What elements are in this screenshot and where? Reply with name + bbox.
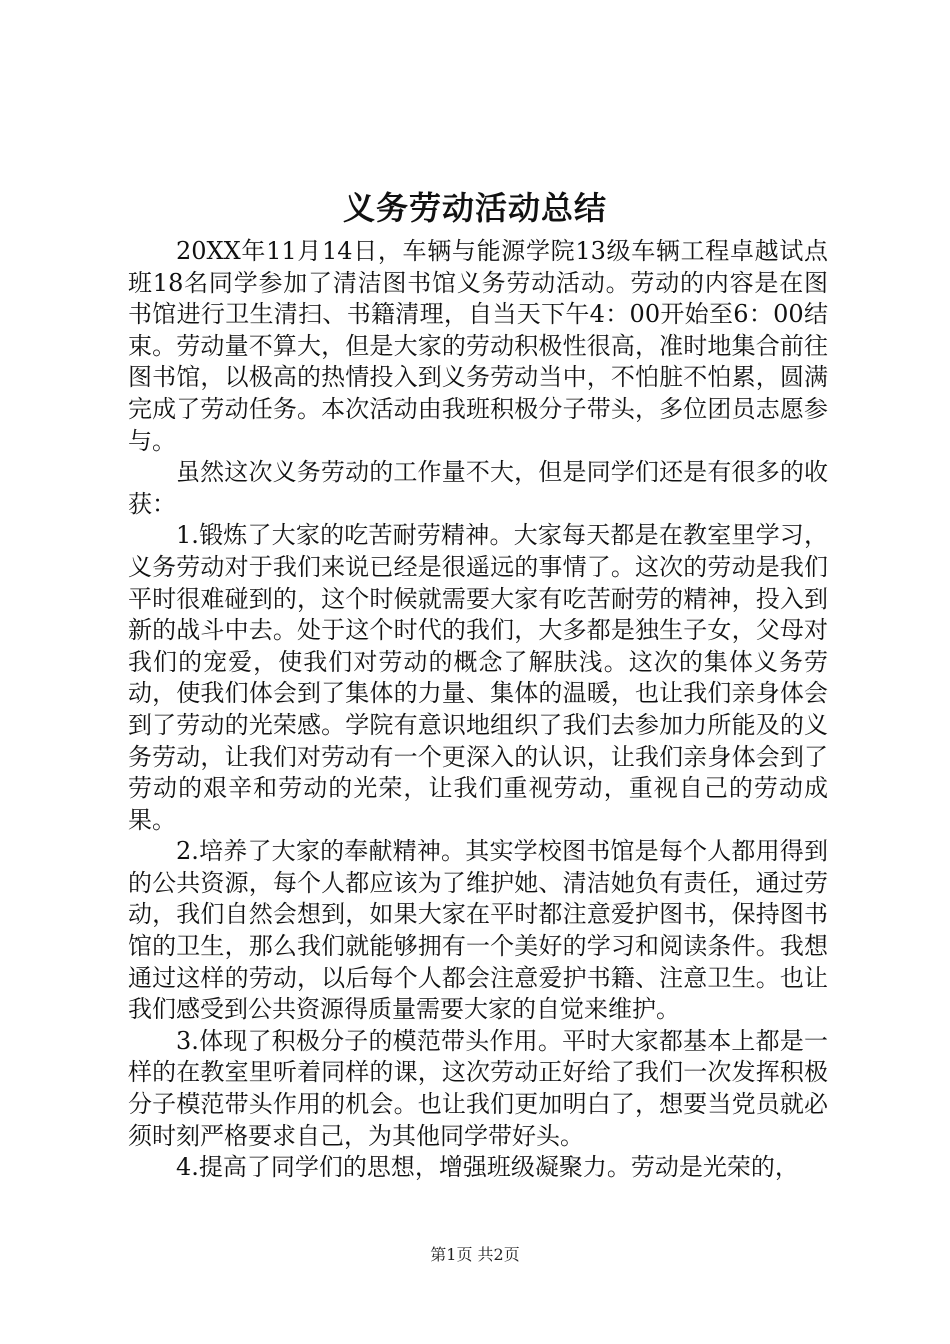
paragraph-gains: 虽然这次义务劳动的工作量不大，但是同学们还是有很多的收获： (128, 458, 828, 518)
paragraph-point-2: 2.培养了大家的奉献精神。其实学校图书馆是每个人都用得到的公共资源，每个人都应该为了维护她、清洁她负有责任，通过劳动，我们自然会想到，如果大家在平时都注意爱护图书，保持图书馆的卫生，那么我们就能够拥有一个美好的学习和阅读条件。我想通过这样的劳动，以后每个人都会注意爱护书籍、注意卫生。也让我们感受到公共资源得质量需要大家的自觉来维护。 (128, 837, 828, 1024)
document-body (128, 236, 828, 1184)
document-title: 义务劳动活动总结 (342, 189, 607, 227)
page-number-footer: 第1页 共2页 (430, 1245, 520, 1264)
paragraph-point-4: 4.提高了同学们的思想，增强班级凝聚力。劳动是光荣的， (176, 1153, 799, 1182)
paragraph-point-1: 1.锻炼了大家的吃苦耐劳精神。大家每天都是在教室里学习，义务劳动对于我们来说已经是很遥远的事情了。这次的劳动是我们平时很难碰到的，这个时候就需要大家有吃苦耐劳的精神，投入到新的战斗中去。处于这个时代的我们，大多都是独生子女，父母对我们的宠爱，使我们对劳动的概念了解肤浅。这次的集体义务劳动，使我们体会到了集体的力量、集体的温暖，也让我们亲身体会到了劳动的光荣感。学院有意识地组织了我们去参加力所能及的义务劳动，让我们对劳动有一个更深入的认识，让我们亲身体会到了劳动的艰辛和劳动的光荣，让我们重视劳动，重视自己的劳动成果。 (128, 521, 828, 834)
paragraph-point-3: 3.体现了积极分子的模范带头作用。平时大家都基本上都是一样的在教室里听着同样的课，这次劳动正好给了我们一次发挥积极分子模范带头作用的机会。也让我们更加明白了，想要当党员就必须时刻严格要求自己，为其他同学带好头。 (128, 1026, 828, 1150)
paragraph-intro: 20XX年11月14日，车辆与能源学院13级车辆工程卓越试点班18名同学参加了清洁图书馆义务劳动活动。劳动的内容是在图书馆进行卫生清扫、书籍清理，自当天下午4：00开始至6：00结束。劳动量不算大，但是大家的劳动积极性很高，准时地集合前往图书馆，以极高的热情投入到义务劳动当中，不怕脏不怕累，圆满完成了劳动任务。本次活动由我班积极分子带头，多位团员志愿参与。 (128, 237, 828, 455)
